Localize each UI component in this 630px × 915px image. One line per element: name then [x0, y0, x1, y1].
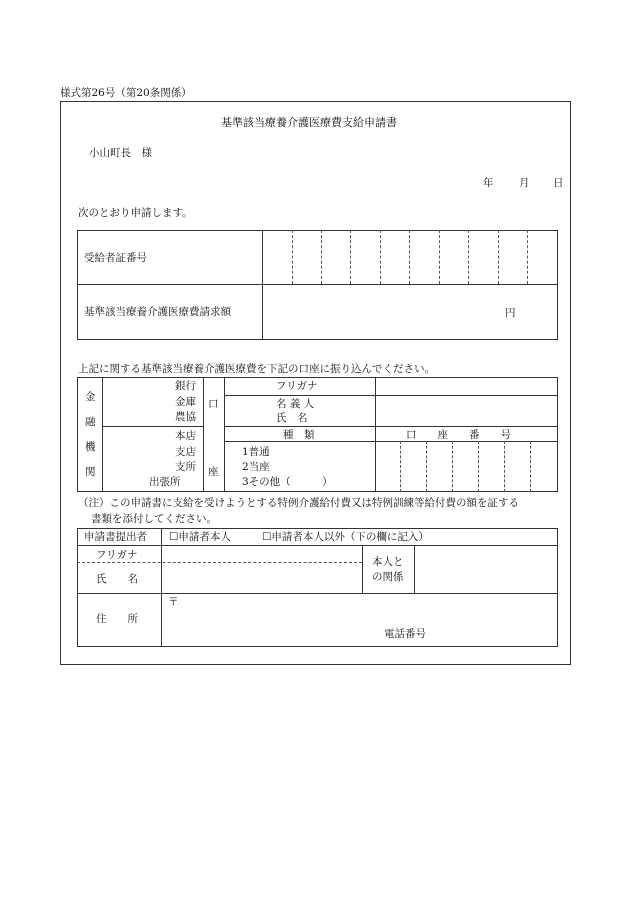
phone-label: 電話番号	[384, 628, 426, 640]
holder-furigana-input[interactable]	[376, 378, 557, 394]
account-type-toza[interactable]: 2当座	[242, 461, 270, 473]
applicant-name-label: 氏 名	[96, 573, 138, 585]
note-line-1: （注）この申請書に支給を受けようとする特例介護給付費又は特例訓練等給付費の額を証する	[78, 497, 519, 509]
claim-amount-input[interactable]	[263, 285, 503, 339]
account-type-other[interactable]: 3その他（ ）	[242, 476, 333, 488]
account-number-input[interactable]	[376, 442, 557, 491]
holder-label-2: 氏 名	[276, 412, 308, 424]
recipient-cert-input[interactable]	[263, 231, 557, 283]
holder-name-input[interactable]	[376, 396, 557, 425]
date-year-label: 年	[483, 177, 494, 189]
inst-type-bank: 銀行	[175, 380, 196, 392]
account-char-2: 座	[208, 466, 219, 478]
form-title: 基準該当療養介護医療費支給申請書	[221, 116, 397, 129]
bank-section-char-2: 融	[85, 416, 96, 428]
transfer-note: 上記に関する基準該当療養介護医療費を下記の口座に振り込んでください。	[78, 363, 435, 375]
branch-type-honten: 本店	[175, 430, 196, 442]
phone-input[interactable]	[436, 628, 556, 645]
intro-text: 次のとおり申請します。	[78, 207, 193, 219]
submitter-label: 申請書提出者	[84, 531, 147, 543]
date-month-label: 月	[519, 177, 530, 189]
bank-section-char-1: 金	[85, 391, 96, 403]
holder-label-1: 名 義 人	[276, 398, 315, 410]
applicant-furigana-input[interactable]	[162, 546, 361, 561]
claim-amount-label: 基準該当療養介護医療費請求額	[84, 306, 231, 318]
address-input[interactable]	[162, 594, 557, 628]
note-line-2: 書類を添付してください。	[91, 513, 217, 525]
yen-label: 円	[505, 307, 516, 319]
account-number-header: 口 座 番 号	[406, 429, 511, 441]
relation-input[interactable]	[415, 546, 557, 592]
applicant-name-input[interactable]	[162, 564, 361, 592]
branch-type-shisho: 支所	[175, 461, 196, 473]
inst-type-shinkin: 金庫	[175, 396, 196, 408]
addressee: 小山町長 様	[89, 147, 152, 159]
option-self-checkbox[interactable]: ☐申請者本人	[169, 531, 231, 543]
account-type-header: 種 類	[283, 429, 315, 441]
bank-section-char-3: 機	[85, 441, 96, 453]
holder-furigana-label: フリガナ	[276, 380, 318, 392]
recipient-cert-label: 受給者証番号	[84, 252, 147, 264]
form-id: 様式第26号（第20条関係）	[60, 87, 192, 99]
postal-mark: 〒	[168, 596, 179, 608]
bank-name-input[interactable]	[103, 378, 173, 425]
applicant-furigana-label: フリガナ	[96, 549, 138, 561]
date-day-label: 日	[553, 177, 564, 189]
address-label: 住 所	[96, 613, 138, 625]
branch-type-shutchosho: 出張所	[149, 476, 181, 488]
option-other-checkbox[interactable]: ☐申請者本人以外（下の欄に記入）	[262, 531, 429, 543]
branch-type-shiten: 支店	[175, 446, 196, 458]
relation-label-1: 本人と	[372, 556, 404, 568]
branch-name-input[interactable]	[103, 427, 173, 491]
account-char-1: 口	[208, 398, 219, 410]
relation-label-2: の関係	[372, 571, 404, 583]
inst-type-nokyo: 農協	[175, 411, 196, 423]
bank-section-char-4: 関	[85, 466, 96, 478]
account-type-futsu[interactable]: 1普通	[242, 446, 270, 458]
